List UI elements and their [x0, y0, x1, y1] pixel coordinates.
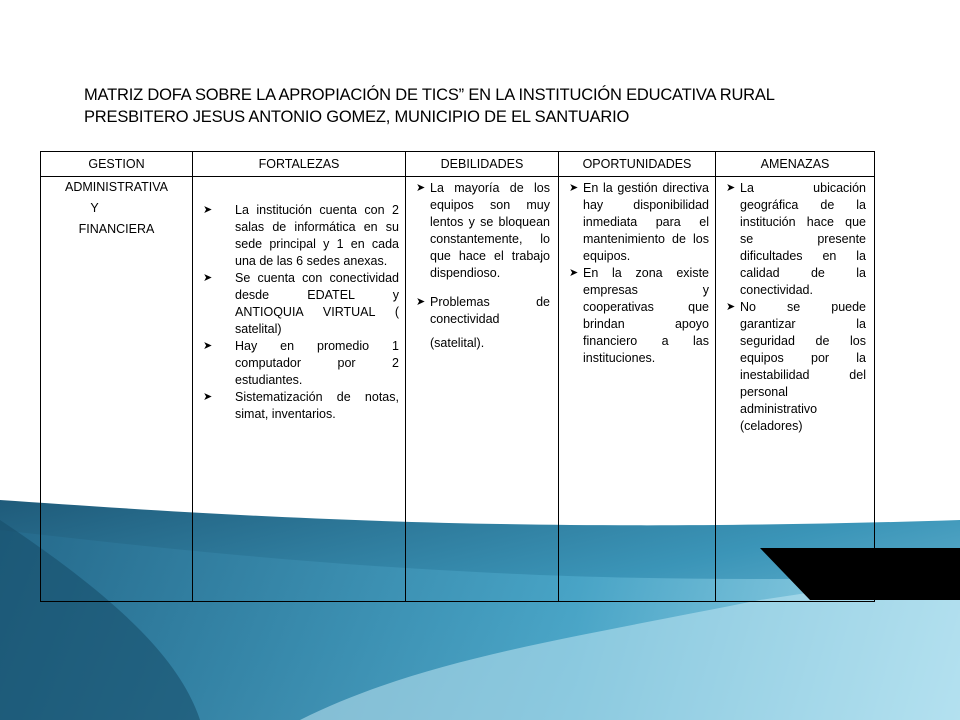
arrowhead-bullet-icon: ➤: [203, 272, 213, 284]
list-item: ➤ La mayoría de los equipos son muy lentos y se bloquean constantemente, lo que hace el trabajo dispendioso.: [416, 181, 550, 280]
table-row: [41, 177, 875, 602]
spacer: [410, 282, 550, 294]
list-item: ➤ No se puede garantizar la seguridad de los equipos por la inestabilidad del personal administrativo (celadores): [726, 300, 866, 433]
header-oportunidades: OPORTUNIDADES: [559, 152, 716, 177]
title-line-2: PRESBITERO JESUS ANTONIO GOMEZ, MUNICIPIO DE EL SANTUARIO: [84, 108, 630, 126]
arrowhead-bullet-icon: ➤: [569, 267, 579, 279]
header-fortalezas: FORTALEZAS: [193, 152, 406, 177]
arrowhead-bullet-icon: ➤: [203, 340, 213, 352]
arrowhead-bullet-icon: ➤: [569, 182, 579, 194]
gestion-line-1: ADMINISTRATIVA: [64, 180, 168, 194]
list-item: ➤ En la zona existe empresas y cooperativas que brindan apoyo financiero a las instituciones.: [569, 266, 709, 365]
list-item: ➤ Se cuenta con conectividad desde EDATEL y ANTIOQUIA VIRTUAL ( satelital): [203, 271, 399, 336]
arrowhead-bullet-icon: ➤: [726, 301, 736, 313]
cell-oportunidades: [559, 177, 716, 602]
header-amenazas: AMENAZAS: [716, 152, 875, 177]
cell-fortalezas: [193, 177, 406, 602]
arrowhead-bullet-icon: ➤: [203, 204, 213, 216]
dofa-matrix-table: [40, 151, 875, 602]
debilidades-tail-text: (satelital).: [430, 336, 485, 350]
arrowhead-bullet-icon: ➤: [203, 391, 213, 403]
slide-title: [84, 84, 924, 128]
gestion-line-2: Y: [90, 201, 99, 215]
arrowhead-bullet-icon: ➤: [726, 182, 736, 194]
list-item: ➤ La institución cuenta con 2 salas de informática en su sede principal y 1 en cada una de las 6 sedes anexas.: [203, 203, 399, 268]
table-header-row: [41, 152, 875, 177]
gestion-line-3: FINANCIERA: [78, 222, 155, 236]
arrowhead-bullet-icon: ➤: [416, 182, 426, 194]
list-item: ➤ Sistematización de notas, simat, inventarios.: [203, 390, 399, 421]
header-debilidades: DEBILIDADES: [406, 152, 559, 177]
title-line-1: MATRIZ DOFA SOBRE LA APROPIACIÓN DE TICS” EN LA INSTITUCIÓN EDUCATIVA RURAL: [84, 86, 775, 104]
cell-amenazas: [716, 177, 875, 602]
list-item: ➤ Hay en promedio 1 computador por 2 estudiantes.: [203, 339, 399, 387]
cell-debilidades: [406, 177, 559, 602]
header-gestion: GESTION: [41, 152, 193, 177]
list-item: ➤ La ubicación geográfica de la institución hace que se presente dificultades en la calidad de la conectividad.: [726, 181, 866, 297]
list-item: ➤ En la gestión directiva hay disponibilidad inmediata para el mantenimiento de los equipos.: [569, 181, 709, 263]
cell-gestion: [41, 177, 193, 602]
list-item: ➤ Problemas de conectividad: [416, 295, 550, 326]
arrowhead-bullet-icon: ➤: [416, 296, 426, 308]
